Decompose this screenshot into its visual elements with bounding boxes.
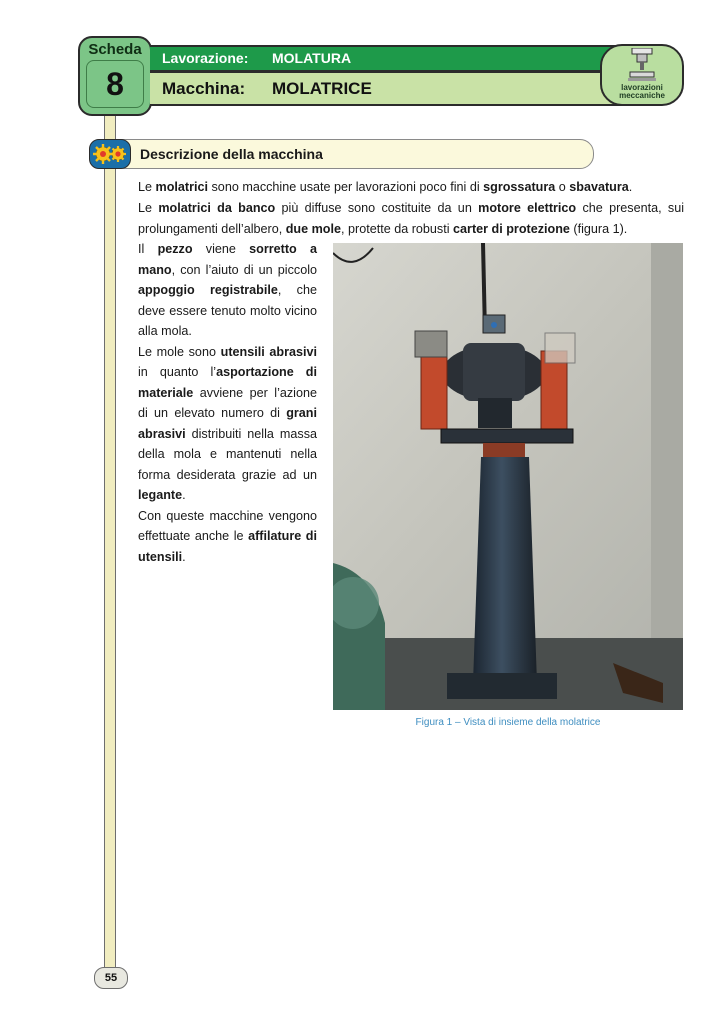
macchina-value: MOLATRICE xyxy=(272,79,372,98)
text-run: . xyxy=(182,488,186,502)
lavorazione-label: Lavorazione: xyxy=(162,50,249,66)
bold-term: grani abrasivi xyxy=(138,406,317,441)
bold-term: carter di protezione xyxy=(453,221,570,236)
paragraph-1 xyxy=(138,177,684,198)
scheda-number: 8 xyxy=(86,60,144,108)
bold-term: sgrossatura xyxy=(483,180,556,194)
paragraph-3 xyxy=(138,239,317,342)
bold-term: affilature di utensili xyxy=(138,529,317,564)
section-heading xyxy=(118,139,594,169)
scheda-tab xyxy=(78,36,152,116)
text-run: in quanto l’ xyxy=(138,365,217,379)
paragraph-4 xyxy=(138,342,317,506)
badge-text xyxy=(602,84,682,100)
macchina-bar xyxy=(150,71,622,106)
text-run: (figura 1). xyxy=(569,221,628,236)
text-run: più diffuse sono costituite da un xyxy=(275,201,479,215)
grinder-photo xyxy=(333,243,683,710)
paragraph-2 xyxy=(138,198,684,239)
text-run: o xyxy=(555,180,570,194)
text-run: , che deve essere tenuto molto vicino alla mola. xyxy=(138,283,317,338)
lavorazione-value: MOLATURA xyxy=(272,50,352,66)
text-run: . xyxy=(628,180,633,194)
bold-term: motore elettrico xyxy=(478,201,577,215)
text-column xyxy=(138,239,317,567)
gears-icon xyxy=(89,139,131,169)
lavorazioni-meccaniche-badge xyxy=(600,44,684,106)
section-title: Descrizione della macchina xyxy=(140,146,323,162)
text-run: viene xyxy=(192,242,250,256)
text-run: Con queste macchine vengono effettuate anche le xyxy=(138,508,317,543)
macchina-label: Macchina: xyxy=(162,79,246,98)
lavorazione-bar xyxy=(150,45,622,72)
text-run: avviene per l’azione di un elevato numero di xyxy=(138,385,317,420)
paragraph-5 xyxy=(138,506,317,568)
text-run: Le mole sono xyxy=(138,344,221,359)
milling-machine-icon xyxy=(626,48,658,84)
text-run: , con l’aiuto di un piccolo xyxy=(171,262,317,277)
badge-line-2: meccaniche xyxy=(619,91,665,100)
bold-term: asportazione di materiale xyxy=(138,365,317,400)
text-run: . xyxy=(182,549,186,564)
text-run: sono macchine usate per lavorazioni poco fini di xyxy=(208,180,484,194)
text-run: che presenta, sui prolungamenti dell’albero, xyxy=(138,201,684,236)
bold-term: pezzo xyxy=(157,242,193,256)
bold-term: molatrici da banco xyxy=(158,201,276,215)
left-margin-rule xyxy=(104,100,116,968)
figure-caption: Figura 1 – Vista di insieme della molatrice xyxy=(415,717,601,728)
scheda-label: Scheda xyxy=(88,41,142,58)
text-run: Le xyxy=(138,180,156,194)
page-number: 55 xyxy=(94,967,128,989)
text-run: Le xyxy=(138,201,159,215)
bold-term: molatrici xyxy=(155,180,209,194)
bold-term: sbavatura xyxy=(569,180,629,194)
bold-term: due mole xyxy=(285,221,342,236)
text-run: distribuiti nella massa della mola e mantenuti nella forma desiderata grazie ad un xyxy=(138,426,317,482)
badge-line-1: lavorazioni xyxy=(621,83,663,92)
text-run: Il xyxy=(138,242,158,256)
bold-term: appoggio registrabile xyxy=(138,283,278,297)
bold-term: utensili abrasivi xyxy=(220,344,317,359)
bold-term: sorretto a mano xyxy=(138,242,318,277)
text-run: , protette da robusti xyxy=(341,221,454,236)
bold-term: legante xyxy=(138,488,183,502)
